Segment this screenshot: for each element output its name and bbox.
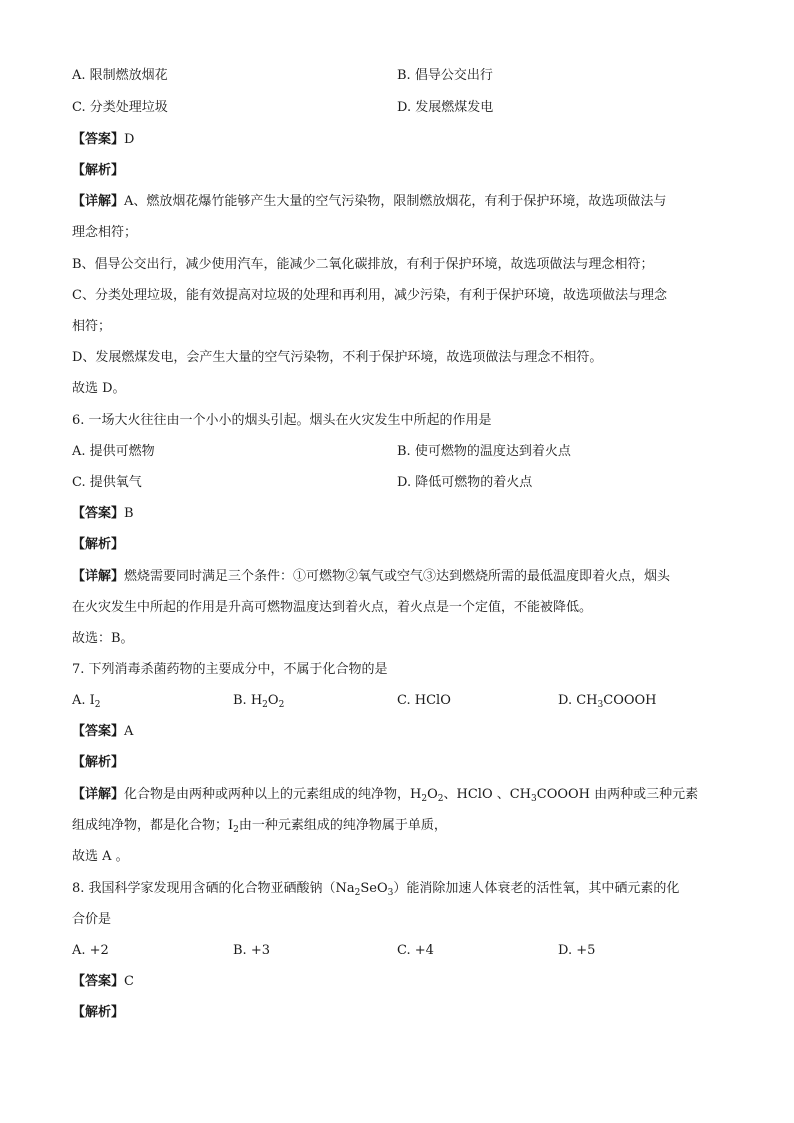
answer-value: B xyxy=(124,506,134,521)
formula-text: O xyxy=(267,693,279,708)
q6-detail-line-2: 在火灾发生中所起的作用是升高可燃物温度达到着火点，着火点是一个定值，不能被降低。 xyxy=(72,600,593,615)
q7-conclusion: 故选 A 。 xyxy=(72,849,129,864)
stem-text: 8. 我国科学家发现用含硒的化合物亚硒酸钠（Na xyxy=(72,881,355,896)
detail-text: 组成纯净物，都是化合物；I xyxy=(72,818,234,833)
detail-tag: 【详解】 xyxy=(72,569,125,584)
stem-text: ）能消除加速人体衰老的活性氧，其中硒元素的化 xyxy=(393,881,680,896)
detail-text: 由一种元素组成的纯净物属于单质， xyxy=(238,818,447,833)
subscript: 2 xyxy=(262,700,268,710)
q8-stem-line-1 xyxy=(72,880,679,898)
q7-detail-line-1 xyxy=(72,786,698,804)
detail-text: COOOH 由两种或三种元素 xyxy=(536,787,699,802)
detail-text: 化合物是由两种或两种以上的元素组成的纯净物，H xyxy=(124,787,422,802)
detail-text: 燃烧需要同时满足三个条件：①可燃物②氧气或空气③达到燃烧所需的最低温度即着火点，烟头 xyxy=(124,569,671,584)
q7-answer-line xyxy=(72,723,133,741)
detail-tag: 【详解】 xyxy=(72,787,125,802)
subscript: 2 xyxy=(437,794,444,804)
subscript: 2 xyxy=(233,825,239,835)
q8-option-c: C. +4 xyxy=(397,943,434,958)
stem-text: SeO xyxy=(360,881,388,896)
formula-text: COOOH xyxy=(603,693,657,708)
subscript: 2 xyxy=(94,700,101,710)
detail-tag: 【详解】 xyxy=(72,194,125,209)
q5-option-c: C. 分类处理垃圾 xyxy=(72,100,168,115)
q6-option-a: A. 提供可燃物 xyxy=(72,444,155,459)
q5-detail-line-3: B、倡导公交出行，减少使用汽车，能减少二氧化碳排放，有利于保护环境，故选项做法与理念相符； xyxy=(72,257,654,272)
q6-stem: 6. 一场大火往往由一个小小的烟头引起。烟头在火灾发生中所起的作用是 xyxy=(72,413,492,428)
q8-answer-line xyxy=(72,973,134,991)
subscript: 2 xyxy=(354,888,361,898)
q8-option-b: B. +3 xyxy=(233,943,270,958)
q5-option-a: A. 限制燃放烟花 xyxy=(72,68,168,83)
q5-detail-line-5: 相符； xyxy=(72,319,112,334)
q5-option-d: D. 发展燃煤发电 xyxy=(397,100,494,115)
subscript: 2 xyxy=(278,700,285,710)
answer-tag: 【答案】 xyxy=(72,724,125,739)
subscript: 2 xyxy=(421,794,428,804)
formula-text: D. CH xyxy=(558,693,598,708)
answer-value: D xyxy=(124,132,135,147)
q8-analysis-tag: 【解析】 xyxy=(72,1005,125,1020)
q7-option-c: C. HClO xyxy=(397,693,451,708)
q6-analysis-tag: 【解析】 xyxy=(72,537,125,552)
q6-option-b: B. 使可燃物的温度达到着火点 xyxy=(397,444,571,459)
q7-analysis-tag: 【解析】 xyxy=(72,755,125,770)
q7-stem: 7. 下列消毒杀菌药物的主要成分中，不属于化合物的是 xyxy=(72,662,388,677)
answer-value: C xyxy=(124,974,134,989)
detail-text: O xyxy=(427,787,438,802)
detail-text: A、燃放烟花爆竹能够产生大量的空气污染物，限制燃放烟花，有利于保护环境，故选项做法与 xyxy=(124,194,667,209)
q5-analysis-tag: 【解析】 xyxy=(72,163,125,178)
q6-option-d: D. 降低可燃物的着火点 xyxy=(397,475,533,490)
detail-text: 、HClO 、CH xyxy=(443,787,532,802)
answer-tag: 【答案】 xyxy=(72,132,125,147)
q8-option-a: A. +2 xyxy=(72,943,109,958)
q7-option-a xyxy=(72,692,101,710)
q7-option-d xyxy=(558,692,657,710)
q5-option-b: B. 倡导公交出行 xyxy=(397,68,493,83)
subscript: 3 xyxy=(387,888,394,898)
q6-detail-line-1 xyxy=(72,568,670,586)
q7-option-b xyxy=(233,692,284,710)
subscript: 3 xyxy=(531,794,537,804)
formula-text: B. H xyxy=(233,693,263,708)
q5-detail-line-4: C、分类处理垃圾，能有效提高对垃圾的处理和再利用，减少污染，有利于保护环境，故选项做法与理念 xyxy=(72,288,667,303)
q5-detail-line-2: 理念相符； xyxy=(72,225,138,240)
q5-detail-line-1 xyxy=(72,193,666,211)
q7-detail-line-2 xyxy=(72,817,447,835)
answer-tag: 【答案】 xyxy=(72,974,125,989)
q6-answer-line xyxy=(72,505,134,523)
subscript: 3 xyxy=(597,700,604,710)
answer-tag: 【答案】 xyxy=(72,506,125,521)
q8-option-d: D. +5 xyxy=(558,943,596,958)
formula-text: A. I xyxy=(72,693,95,708)
answer-value: A xyxy=(124,724,134,739)
q5-detail-line-6: D、发展燃煤发电，会产生大量的空气污染物，不利于保护环境，故选项做法与理念不相符。 xyxy=(72,350,603,365)
q6-conclusion: 故选：B。 xyxy=(72,631,134,646)
q5-conclusion: 故选 D。 xyxy=(72,381,126,396)
q6-option-c: C. 提供氧气 xyxy=(72,475,142,490)
q8-stem-line-2: 合价是 xyxy=(72,912,112,927)
q5-answer-line xyxy=(72,131,134,149)
